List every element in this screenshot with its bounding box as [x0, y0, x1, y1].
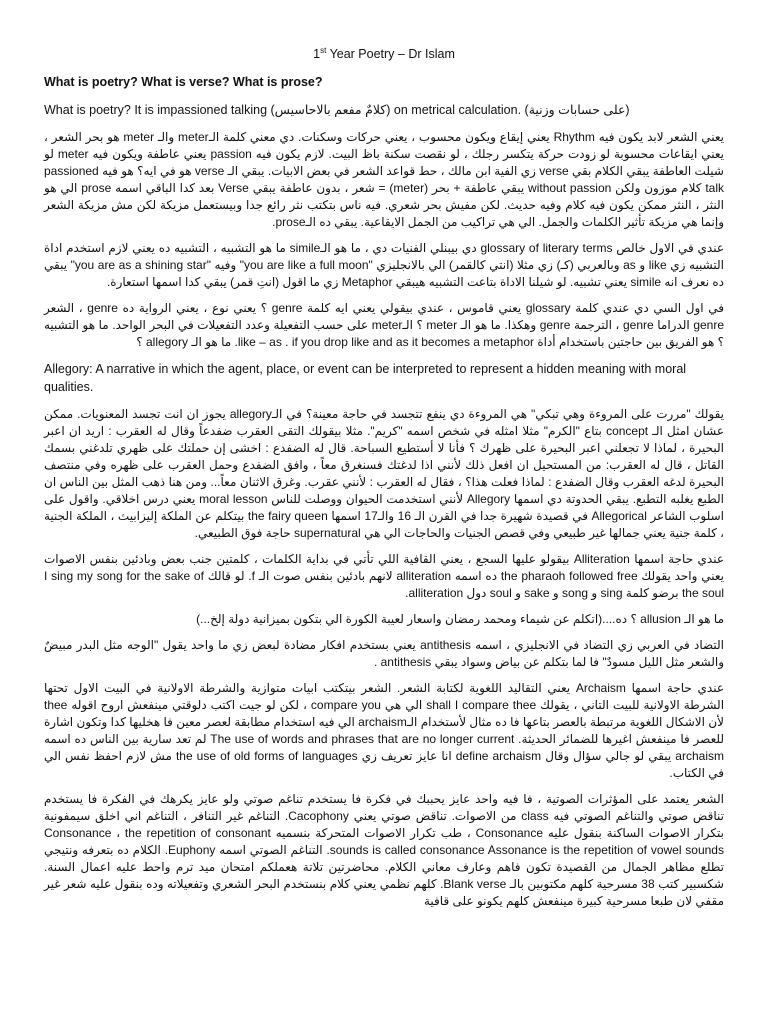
- title-superscript: st: [320, 46, 327, 55]
- questions-heading: What is poetry? What is verse? What is prose?: [44, 75, 323, 90]
- paragraph-antithesis: التضاد في العربي زي التضاد في الانجليزي ، اسمه antithesis يعني بستخدم افكار مضادة لبعض زي ما واحد يقول "الوجه مثل البدر مبيضٌ والشعر مثل الليل مسودٌ" فا لما بتكلم عن بياض وسواد يبقي antithesis .: [44, 638, 725, 670]
- intro-line: What is poetry? It is impassioned talking (كلامٌ مفعم بالاحاسيس) on metrical calculation. (على حسابات وزنية): [44, 103, 630, 118]
- paragraph-archaism: عندي حاجة اسمها Archaism يعني التقاليد اللغوية لكتابة الشعر. الشعر بيتكتب ابيات متوازية والشرطة الاولانية في البيت الاول تحتها الشرطة الاولانية للبيت التاني ، يقولك shall I compare thee الي هي compare you ، لكن لو جيت اكتب دلوقتي مينفعش اروح اقوله thee لأن الاشكال اللغوية مرتبطة بالعصر بتاعها فا ده مثال لأستخدام الـarchaism الي فيه استخدام مطابقة لعصر معين فا هخليها كدا وتكون اشارة للعصر فا مينفعش اغيرها للضمائر الحديثة. The use of words and phrases that are no longer current لم تعد سارية بين الناس ده اسمه archaism يبقي لو جالي سؤال وقال define archaism انا عايز تعريف زي the use of old forms of languages مش لازم احفظ نفس الي في الكتاب.: [44, 681, 725, 781]
- paragraph-glossary-genre: في اول السي دي عندي كلمة glossary يعني قاموس ، عندي بيقولي يعني ايه كلمة genre ؟ يعني نوع ، يعني الرواية ده genre ، الشعر genre الدراما genre ، الترجمة genre وهكذا. ما هو الـ meter ؟ الـmeter على حسب التفعيلة وعدد التفعيلات في البحر الواحد. ما هو التشبيه ؟ هو الفريق بين حاجتين باستخدام أداة like – as . if you drop like and as it becomes a metaphor. ما هو الـ allegory ؟: [44, 301, 725, 350]
- paragraph-simile-metaphor: عندي في الاول خالص glossary of literary terms دي بيبنلي الفنيات دي ، ما هو الـsimile ما هو التشبيه ، التشبيه ده يعني لازم استخدم اداة التشبيه زي like و as وبالعربي (كـ) زي مثلا (انتي كالقمر) الي بالانجليزي "you are like a full moon" وفيه "you are as a shining star" يبقي ده نعرف انه simile يعني تشبيه. لو شيلنا الاداة بتاعت التشبيه هيبقي Metaphor زي ما اقول (انتِ قمر) يبقي كدا اسمها استعارة.: [44, 241, 724, 290]
- allegory-definition: Allegory: A narrative in which the agent, place, or event can be interpreted to represent a hidden meaning with moral qualities.: [44, 362, 687, 395]
- paragraph-allusion: ما هو الـ allusion ؟ ده....(اتكلم عن شيماء ومحمد رمضان واسعار لعيبة الكورة الي بتكون بميزانية دولة إلخ...): [196, 612, 724, 627]
- page-title: [44, 46, 724, 61]
- title-prefix: 1: [313, 47, 321, 62]
- title-rest: Year Poetry – Dr Islam: [326, 47, 455, 62]
- paragraph-rhythm-meter: يعني الشعر لابد يكون فيه Rhythm يعني إيقاع ويكون محسوب ، يعني حركات وسكنات. دي معني كلمة الـmeter والـ meter هو بحر الشعر ، يعني ايقاعات محسوبة لو زودت حركة يتكسر رجلك ، لو نقصت سكنة باظ البيت. لازم يكون فيه passion يعني عاطفة ويكون فيه meter لو شيلت العاطفة يبقي الكلام بقي verse زي الفية ابن مالك ، حط قواعد الشعر في بعض الابيات. يبقي الـ verse هو في ايه؟ هو فيه passioned talk كلام موزون ولكن without passion يبقي عاطفة + بحر (meter) = شعر ، بدون عاطفة يبقي Verse بعد كدا الباقي اسمه prose الي هو النثر ، النثر ممكن يكون فيه كلام وفيه حديث. لكن مفيش بحر شعري. فيه ناس بتكتب نثر رائع جدا وبيستعمل مزيكة لكن مش مزيكة الشعر وإنما هي مزيكة تأثير الكلمات والجمل. الي هي تراكيب من الجمل الايقاعية. يبقي ده الـprose.: [44, 130, 725, 230]
- paragraph-alliteration: عندي حاجة اسمها Alliteration بيقولو عليها السجع ، يعني القافية اللي تأتي في بداية الكلمات ، كلمتين جنب بعض وبادئين بنفس الاصوات يعني واحد يقولك the pharaoh followed free ده اسمه alliteration لانهم بادئين بنفس صوت الـ f. لو قالك I sing my song for the sake of the soul برضو كلمة sing و song و sake و soul دول alliteration.: [44, 552, 724, 601]
- paragraph-allegory-example: يقولك "مررت على المروءة وهي تبكي" هي المروءة دي ينفع تتجسد في حاجة معينة؟ في الـallegory يجوز ان انت تجسد المعنويات. ممكن عشان امثل الـ concept بتاع "الكرم" مثلا امثله في شخص اسمه "كريم". مثلا بيقولك التقى العقرب ضفدعاً وقال له العقرب : اريد ان اعبر البحيرة ، لماذا لا تجعلني اعبر البحيرة على ظهرك ؟ فأنا لا أستطيع السباحة. قال له الضفدع : اخشى إن حملتك على ظهري تلدغني بسمك القاتل ، قال له العقرب: من المستحيل ان افعل ذلك لأنني اذا لدغتك فسنغرق معاً ، وافق الضفدع وحمل العقرب على ظهره وفي منتصف البحيرة لدغه العقرب وقال الضفدع : لماذا فعلت هذا؟ ، فقال له العقرب : لأنني عقرب. وغرق الاثنان معاً... ومن هنا ذهب المثل بين الناس ان الطبع يغلبه التطبع. يبقي الحدوتة دي اسمها Allegory لأنني استخدمت الحيوان ووصلت للناس moral lesson يعني درس اخلاقي. واقول على اسلوب الشاعر Allegorical في قصيدة شهيرة جدا في القرن الـ 16 والـ17 اسمها the fairy queen بيتكلم عن الملكة إليزابيث ، الملكة الجنية ، كلمة جنية يعني جمالها غير طبيعي وفي قصص الجنيات والحاجات الي هي supernatural حاجة فوق الطبيعي.: [44, 407, 724, 541]
- paragraph-sound-effects: الشعر يعتمد على المؤثرات الصوتية ، فا فيه واحد عايز يحببك في فكرة فا يستخدم تناغم صوتي ولو عايز يكرهك في الفكرة فا يستخدم تناقض صوتي والتناغم الصوتي فيه class من الاصوات. تناقض صوتي يعني Cacophony. التناغم غير التنافر ، التناغم اني اخلق سيمفونية بتكرار الاصوات الساكنة بنقول عليه Consonance ، طب تكرار الاصوات المتحركة بنسميه Consonance ، the repetition of consonant sounds is called consonance Assonance is the repetition of vowel sounds. التناغم الصوتي اسمه Euphony. الكلام ده بتعرفه ونتيجي تطلع مظاهر الجمال من القصيدة تكون فاهم وعارف معاني الكلام. محاضرتين تلاتة هعملكم امتحان ميد ترم واحط عليه اعمال السنة. شكسبير كتب 38 مسرحية كلهم مكتوبين بالـ Blank verse. كلهم نظمي يعني كلام بنستخدم البحر الشعري وتفعيلاته وده بنقول عليه شعر غير مقفي لان طبعا مسرحية كبيرة مينفعش كلهم يكونو على قافية: [44, 792, 724, 909]
